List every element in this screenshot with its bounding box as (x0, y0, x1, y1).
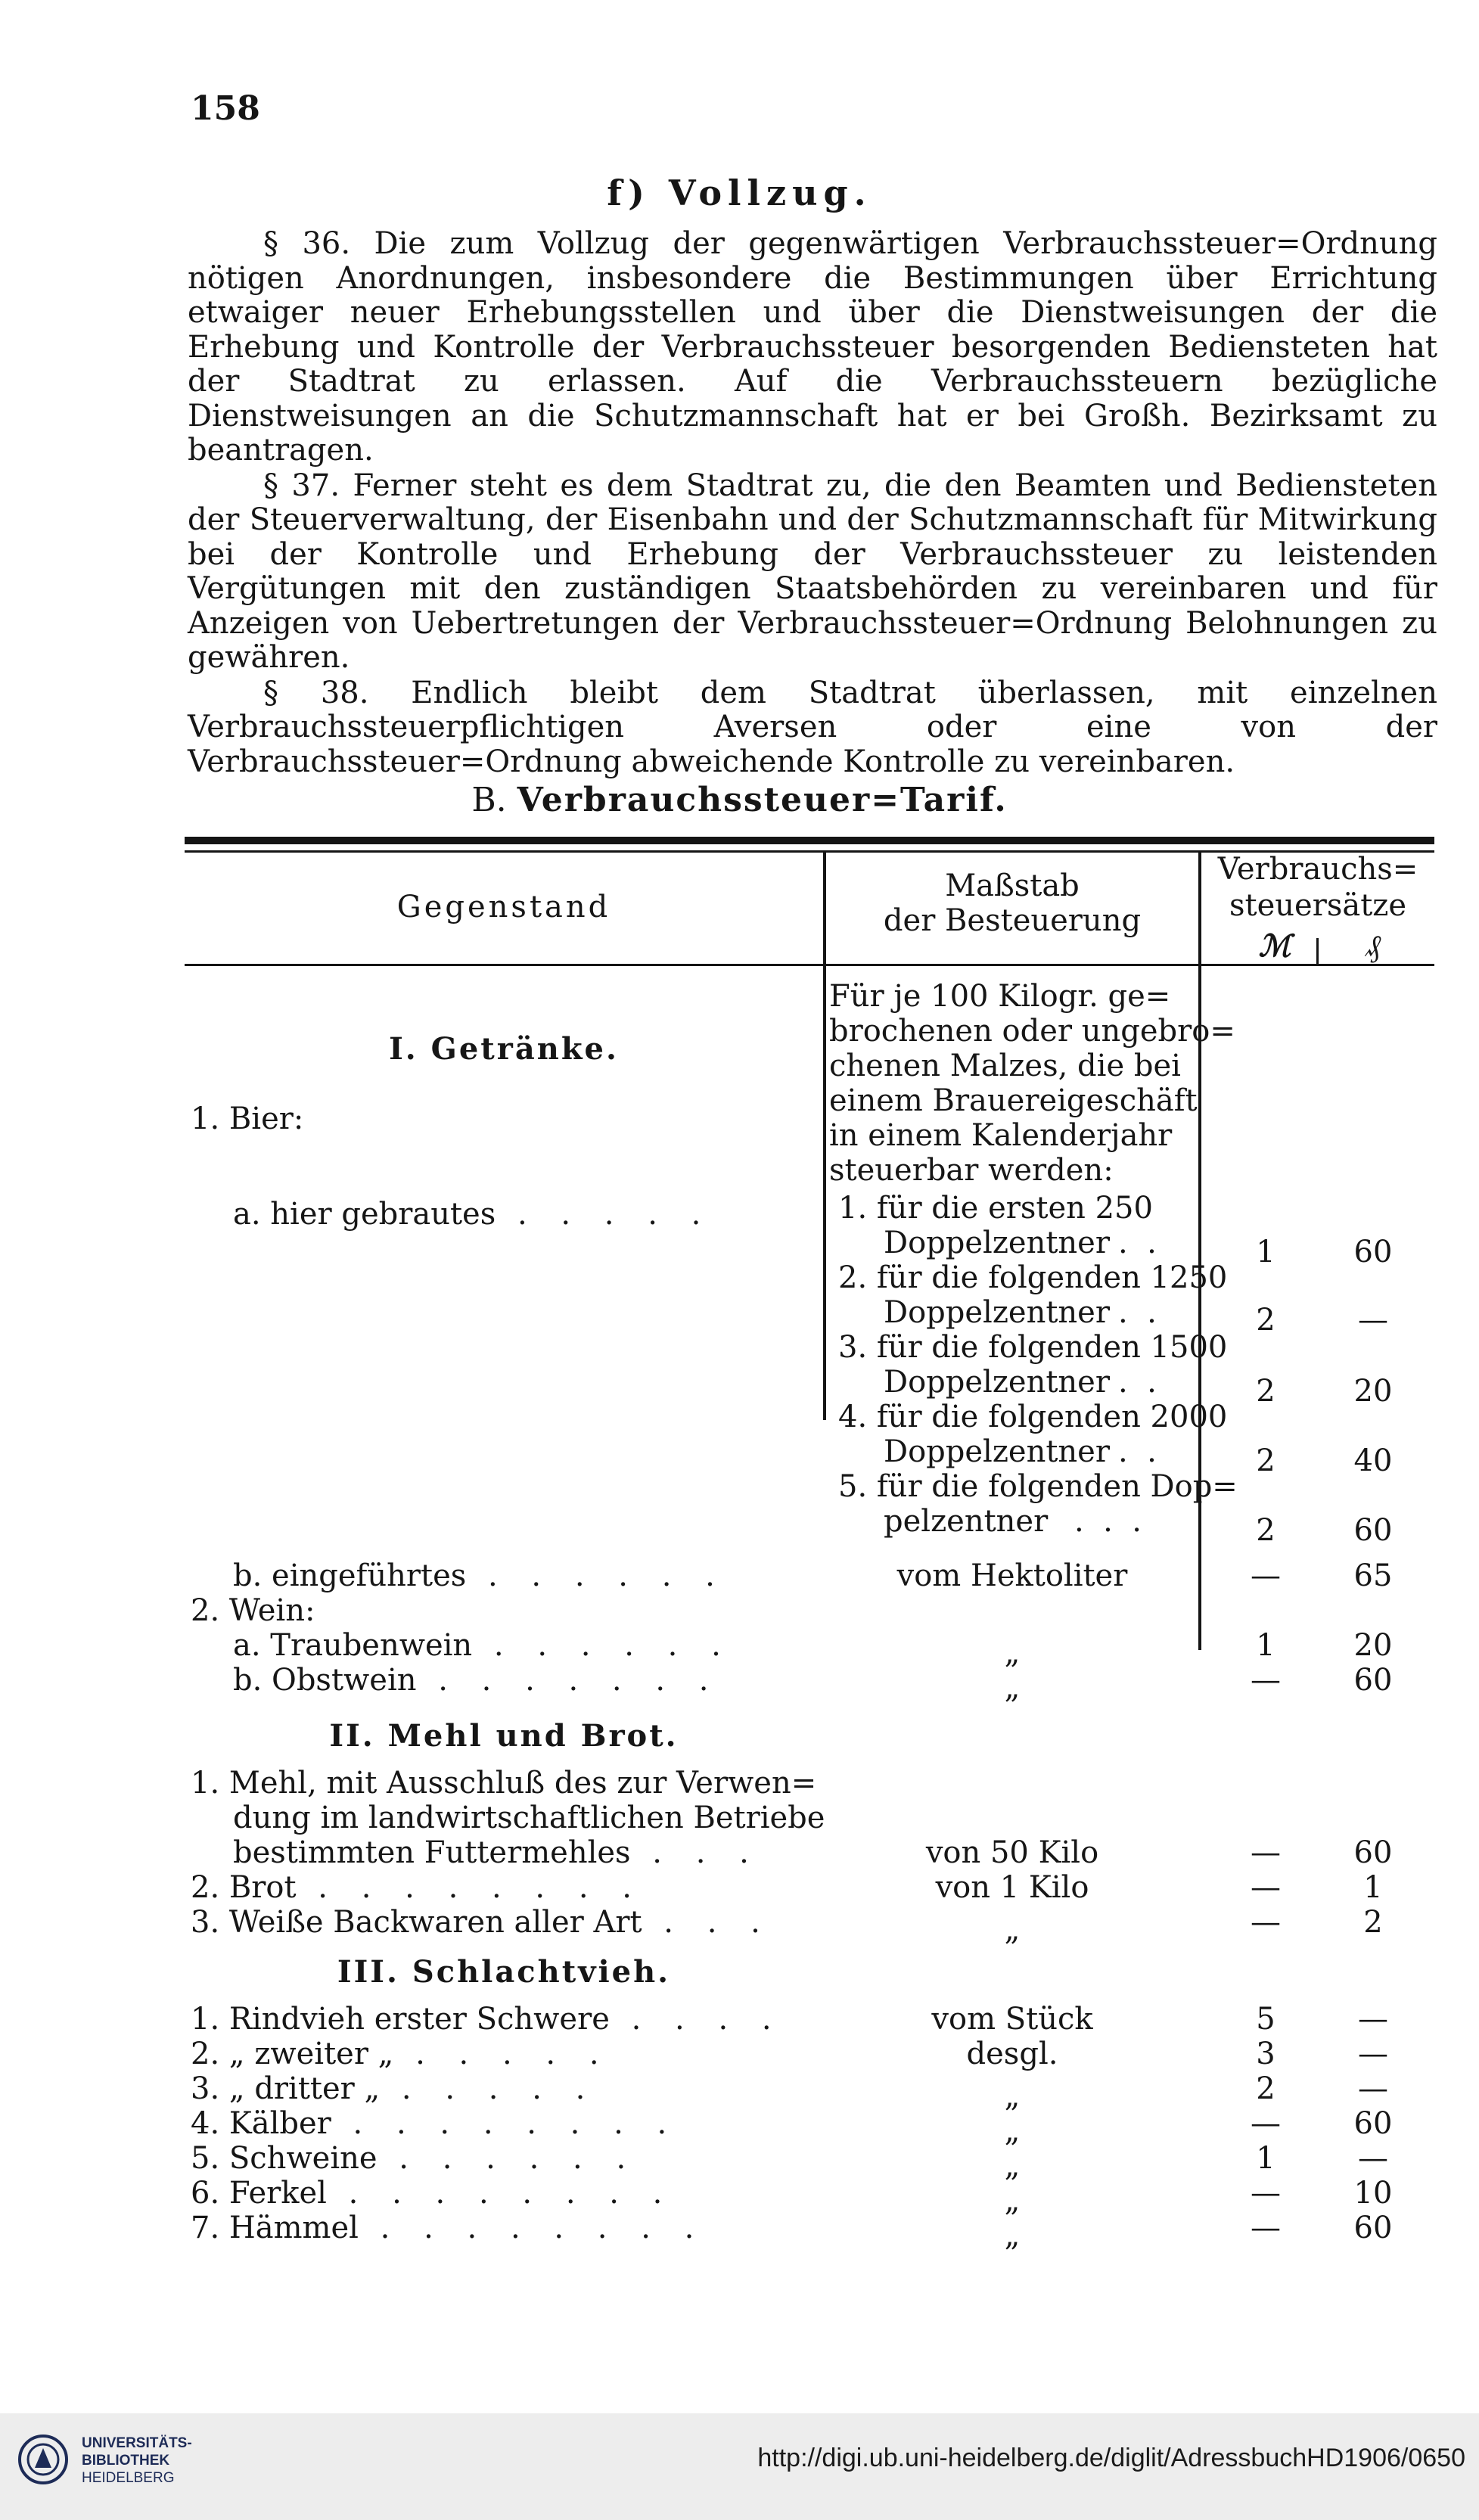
tariff-title-prefix: B. (471, 781, 507, 819)
item-row (233, 1558, 727, 1593)
table-header-rule (185, 964, 1434, 966)
mark-cell: — (1251, 2176, 1281, 2211)
item-bier: 1. Bier: (191, 1102, 304, 1136)
mark-cell: — (1251, 1558, 1281, 1593)
paragraph-36: § 36. Die zum Vollzug der gegenwärtigen Verbrauchssteuer=Ordnung nötigen Anordnungen, insbesondere die Bestimmungen über Errichtung etwaiger neuer Erhebungsstellen und über die Dienstweisungen der die Erhebung und Kontrolle der Verbrauchssteuer besorgenden Bediensteten hat der Stadtrat zu erlassen. Auf die Verbrauchssteuern bezügliche Dienstweisungen an die Schutzmannschaft hat er bei Großh. Bezirksamt zu beantragen. (188, 226, 1437, 468)
item-row (191, 2037, 611, 2071)
category-mehl-brot: II. Mehl und Brot. (329, 1718, 679, 1754)
measure-cell: „ (1004, 2149, 1021, 2183)
bier-rule-line: Für je 100 Kilogr. ge= (829, 979, 1171, 1014)
logo-line: BIBLIOTHEK (82, 2453, 170, 2469)
item-label: 1. Rindvieh erster Schwere (191, 2002, 610, 2037)
bier-rule-line: brochenen oder ungebro= (829, 1014, 1235, 1049)
tier-pf: 40 (1353, 1443, 1393, 1478)
dot-leader: . . . . . (496, 1197, 713, 1232)
item-row (191, 2071, 597, 2106)
dot-leader: . . . (1074, 1504, 1142, 1539)
dot-leader: . . (1118, 1365, 1157, 1400)
measure-cell: „ (1004, 2183, 1021, 2218)
paragraph-37: § 37. Ferner steht es dem Stadtrat zu, die den Beamten und Bediensteten der Steuerverwaltung, der Eisenbahn und der Schutzmannschaft für Mitwirkung bei der Kontrolle und Erhebung der Verbrauchssteuer zu leistenden Vergütungen mit den zuständigen Staatsbehörden zu vereinbaren und für Anzeigen von Uebertretungen der Verbrauchssteuer=Ordnung Belohnungen zu gewähren. (188, 468, 1437, 675)
item-mehl-line: 1. Mehl, mit Ausschluß des zur Verwen= (191, 1766, 817, 1801)
item-row (233, 1663, 721, 1698)
header-gegenstand: Gegenstand (396, 890, 611, 924)
bier-rule-line: steuerbar werden: (829, 1153, 1114, 1188)
mark-cell: — (1251, 2106, 1281, 2141)
item-label: 6. Ferkel (191, 2176, 327, 2211)
mark-cell: 3 (1256, 2037, 1275, 2071)
tier-line2: Doppelzentner (884, 1295, 1110, 1330)
mark-cell: 5 (1256, 2002, 1275, 2037)
logo-line: HEIDELBERG (82, 2470, 175, 2486)
mark-cell: 1 (1256, 2141, 1275, 2176)
item-label: a. Traubenwein (233, 1628, 473, 1663)
paragraphs (188, 227, 1437, 780)
item-label: a. hier gebrautes (233, 1197, 496, 1232)
dot-leader: . . . (642, 1905, 772, 1940)
tier-mark: 1 (1256, 1235, 1275, 1269)
measure-cell: „ (1004, 1913, 1021, 1947)
column-divider-rates (1198, 853, 1201, 1650)
logo-line: UNIVERSITÄTS- (82, 2435, 192, 2451)
mark-cell: — (1251, 1870, 1281, 1905)
tier-mark: 2 (1256, 1374, 1275, 1409)
measure-cell: „ (1004, 2114, 1021, 2149)
header-saetze-1: Verbrauchs= (1217, 852, 1418, 887)
pf-cell: 65 (1353, 1558, 1393, 1593)
item-label: 7. Hämmel (191, 2211, 359, 2245)
tier-line1: 2. für die folgenden 1250 (838, 1260, 1228, 1295)
bier-rule-line: chenen Malzes, die bei (829, 1049, 1181, 1083)
measure-cell: „ (1004, 1670, 1021, 1705)
tier-line2: Doppelzentner (884, 1226, 1110, 1260)
tier-line1: 1. für die ersten 250 (838, 1191, 1153, 1226)
item-row (191, 2176, 674, 2211)
item-label: 2. Brot (191, 1870, 297, 1905)
library-logo-text (82, 2435, 192, 2487)
dot-leader: . . (1118, 1226, 1157, 1260)
mark-cell: — (1251, 2211, 1281, 2245)
measure-cell: vom Hektoliter (896, 1558, 1128, 1593)
tier-line1: 4. für die folgenden 2000 (838, 1400, 1228, 1434)
pf-cell: 10 (1353, 2176, 1393, 2211)
mark-cell: — (1251, 1835, 1281, 1870)
university-seal-icon (17, 2433, 70, 2486)
bier-rule-line: in einem Kalenderjahr (829, 1118, 1173, 1153)
dot-leader: . . . . . . . . (331, 2106, 679, 2141)
pf-cell: 60 (1353, 2211, 1393, 2245)
tier-pf: 60 (1353, 1235, 1393, 1269)
measure-cell: von 50 Kilo (925, 1835, 1099, 1870)
item-bier-hier-gebraut (233, 1197, 713, 1232)
tier-pf: 20 (1353, 1374, 1393, 1409)
tier-line1: 3. für die folgenden 1500 (838, 1330, 1228, 1365)
pf-cell: 60 (1353, 1835, 1393, 1870)
item-row (191, 2002, 784, 2037)
item-wein: 2. Wein: (191, 1593, 315, 1628)
dot-leader: . . . . . . (472, 1628, 733, 1663)
tariff-title (0, 781, 1479, 819)
item-mehl-line (233, 1835, 761, 1870)
page-number: 158 (191, 89, 260, 128)
pf-cell: 20 (1353, 1628, 1393, 1663)
tier-mark: 2 (1256, 1443, 1275, 1478)
pf-cell: — (1358, 2141, 1388, 2176)
pf-cell: 2 (1363, 1905, 1383, 1940)
dot-leader: . . . . . . . (416, 1663, 721, 1698)
header-massstab-2: der Besteuerung (883, 903, 1142, 938)
tier-mark: 2 (1256, 1513, 1275, 1548)
dot-leader: . . . . (609, 2002, 784, 2037)
tariff-title-text: Verbrauchssteuer=Tarif. (517, 781, 1008, 819)
pf-cell: 60 (1353, 2106, 1393, 2141)
measure-cell: desgl. (966, 2037, 1058, 2071)
item-mehl-line: dung im landwirtschaftlichen Betriebe (233, 1801, 825, 1835)
item-label: 3. „ dritter „ (191, 2071, 381, 2106)
dot-leader: . . . (630, 1835, 761, 1870)
pf-cell: — (1358, 2071, 1388, 2106)
header-massstab-1: Maßstab (945, 868, 1080, 903)
measure-cell: „ (1004, 1636, 1021, 1670)
mark-cell: — (1251, 1663, 1281, 1698)
item-label: bestimmten Futtermehles (233, 1835, 631, 1870)
tier-mark: 2 (1256, 1303, 1275, 1338)
mark-cell: 2 (1256, 2071, 1275, 2106)
item-row (191, 2211, 706, 2245)
item-row (191, 1870, 644, 1905)
mark-cell: 1 (1256, 1628, 1275, 1663)
item-row (191, 2106, 679, 2141)
tier-pf: 60 (1353, 1513, 1393, 1548)
header-mark: ℳ (1258, 928, 1291, 964)
section-heading: f) Vollzug. (607, 172, 872, 213)
pf-cell: — (1358, 2037, 1388, 2071)
dot-leader: . . (1118, 1295, 1157, 1330)
category-schlachtvieh: III. Schlachtvieh. (337, 1954, 671, 1990)
bier-rule-line: einem Brauereigeschäft (829, 1083, 1198, 1118)
dot-leader: . . . . . . . . (296, 1870, 644, 1905)
measure-cell: vom Stück (931, 2002, 1093, 2037)
pf-cell: 60 (1353, 1663, 1393, 1698)
dot-leader: . . . . . (380, 2071, 598, 2106)
tier-pf: — (1358, 1303, 1388, 1338)
item-label: 2. „ zweiter „ (191, 2037, 394, 2071)
item-row (191, 2141, 638, 2176)
column-divider-mark-pf-header (1316, 938, 1319, 964)
item-label: 4. Kälber (191, 2106, 331, 2141)
dot-leader: . . . . . . . . (358, 2211, 707, 2245)
measure-cell: von 1 Kilo (935, 1870, 1089, 1905)
item-label: 5. Schweine (191, 2141, 378, 2176)
category-getraenke: I. Getränke. (389, 1031, 619, 1067)
header-pfennig: ₰ (1366, 929, 1381, 964)
header-saetze-2: steuersätze (1229, 888, 1407, 923)
tier-line2: Doppelzentner (884, 1434, 1110, 1469)
item-label: 3. Weiße Backwaren aller Art (191, 1905, 642, 1940)
item-label: b. Obstwein (233, 1663, 417, 1698)
paragraph-38: § 38. Endlich bleibt dem Stadtrat überlassen, mit einzelnen Verbrauchssteuerpflichtigen Aversen oder eine von der Verbrauchssteuer=Ordnung abweichende Kontrolle zu vereinbaren. (188, 675, 1437, 779)
table-top-rule (185, 837, 1434, 844)
tier-line1: 5. für die folgenden Dop= (838, 1469, 1238, 1504)
item-row (233, 1628, 733, 1663)
dot-leader: . . . . . . (466, 1558, 727, 1593)
pf-cell: 1 (1363, 1870, 1383, 1905)
tier-line2: Doppelzentner (884, 1365, 1110, 1400)
pf-cell: — (1358, 2002, 1388, 2037)
item-row (191, 1905, 772, 1940)
measure-cell: „ (1004, 2218, 1021, 2253)
dot-leader: . . . . . (393, 2037, 611, 2071)
dot-leader: . . (1118, 1434, 1157, 1469)
dot-leader: . . . . . . (377, 2141, 639, 2176)
footer-bar (0, 2413, 1479, 2520)
mark-cell: — (1251, 1905, 1281, 1940)
measure-cell: „ (1004, 2079, 1021, 2114)
item-label: b. eingeführtes (233, 1558, 467, 1593)
source-url-link[interactable]: http://digi.ub.uni-heidelberg.de/diglit/AdressbuchHD1906/0650 (757, 2444, 1465, 2472)
tier-line2: pelzentner (884, 1504, 1049, 1539)
dot-leader: . . . . . . . . (326, 2176, 675, 2211)
